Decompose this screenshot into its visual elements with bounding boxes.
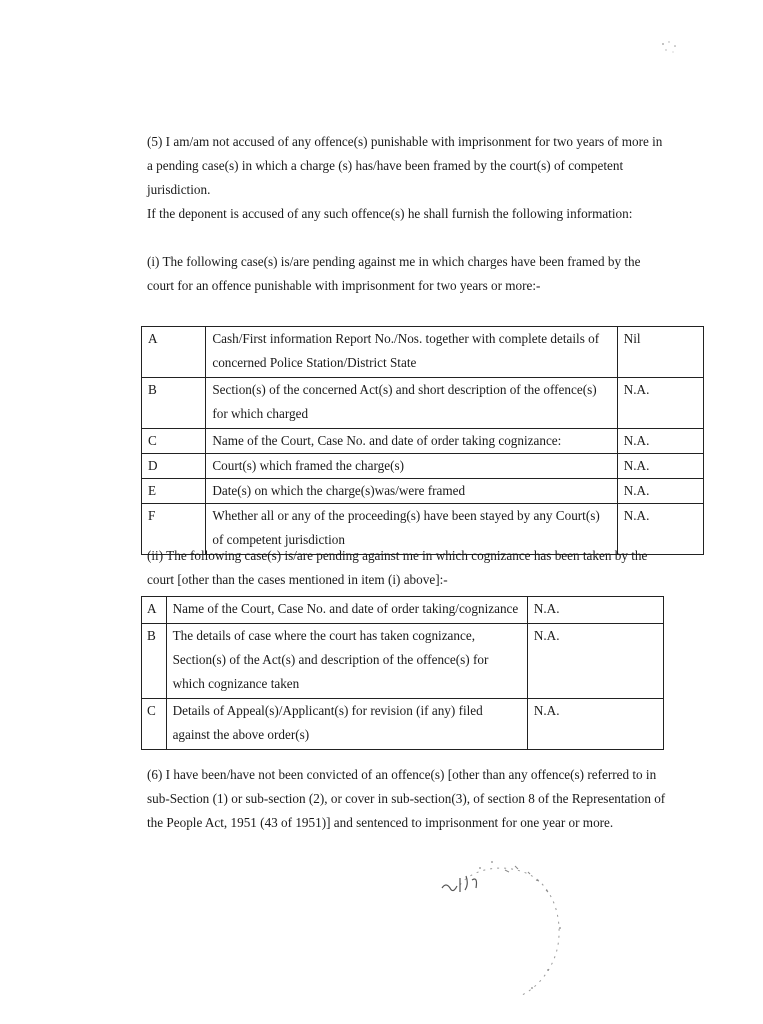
row-key: B: [142, 624, 167, 699]
row-key: E: [142, 479, 206, 504]
paragraph-ii: (ii) The following case(s) is/are pending against me in which cognizance has been taken by the court [other than the cases mentioned in item (i) above]:-: [147, 548, 648, 587]
row-description: Section(s) of the concerned Act(s) and short description of the offence(s) for which charged: [206, 378, 617, 429]
row-description: Name of the Court, Case No. and date of order taking/cognizance: [166, 597, 527, 624]
table-row: [142, 378, 704, 429]
table-row: [142, 624, 664, 699]
row-value: N.A.: [617, 378, 703, 429]
row-description: The details of case where the court has taken cognizance, Section(s) of the Act(s) and description of the offence(s) for which cognizance taken: [166, 624, 527, 699]
row-description: Court(s) which framed the charge(s): [206, 454, 617, 479]
row-value: N.A.: [527, 597, 663, 624]
table-row: [142, 327, 704, 378]
row-key: C: [142, 429, 206, 454]
table-row: [142, 479, 704, 504]
row-key: F: [142, 504, 206, 555]
table-row: [142, 597, 664, 624]
scan-speck-mark: [655, 36, 685, 60]
row-value: N.A.: [617, 454, 703, 479]
paragraph-i: (i) The following case(s) is/are pending against me in which charges have been framed by the court for an offence punishable with imprisonment for two years or more:-: [147, 254, 641, 293]
row-description: Whether all or any of the proceeding(s) have been stayed by any Court(s) of competent jurisdiction: [206, 504, 617, 555]
row-key: A: [142, 327, 206, 378]
table-row: [142, 429, 704, 454]
row-value: N.A.: [617, 504, 703, 555]
row-key: B: [142, 378, 206, 429]
row-value: N.A.: [617, 479, 703, 504]
paragraph-deponent: If the deponent is accused of any such offence(s) he shall furnish the following information:: [147, 206, 633, 221]
faint-stamp-signature: [420, 850, 570, 1000]
row-value: N.A.: [617, 429, 703, 454]
row-key: C: [142, 699, 167, 750]
table-row: [142, 699, 664, 750]
row-description: Cash/First information Report No./Nos. together with complete details of concerned Police Station/District State: [206, 327, 617, 378]
row-description: Date(s) on which the charge(s)was/were framed: [206, 479, 617, 504]
row-key: A: [142, 597, 167, 624]
row-description: Details of Appeal(s)/Applicant(s) for revision (if any) filed against the above order(s): [166, 699, 527, 750]
row-description: Name of the Court, Case No. and date of order taking cognizance:: [206, 429, 617, 454]
row-value: N.A.: [527, 699, 663, 750]
table-row: [142, 454, 704, 479]
paragraph-5: (5) I am/am not accused of any offence(s) punishable with imprisonment for two years of more in a pending case(s) in which a charge (s) has/have been framed by the court(s) of competent jurisdiction.: [147, 134, 663, 197]
cognizance-taken-table: [141, 596, 664, 750]
row-value: N.A.: [527, 624, 663, 699]
paragraph-6: (6) I have been/have not been convicted of an offence(s) [other than any offence(s) referred to in sub-Section (1) or sub-section (2), or cover in sub-section(3), of section 8 of the Representation of the People Act, 1951 (43 of 1951)] and sentenced to imprisonment for one year or more.: [147, 767, 666, 830]
row-key: D: [142, 454, 206, 479]
charges-framed-table: [141, 326, 704, 555]
row-value: Nil: [617, 327, 703, 378]
